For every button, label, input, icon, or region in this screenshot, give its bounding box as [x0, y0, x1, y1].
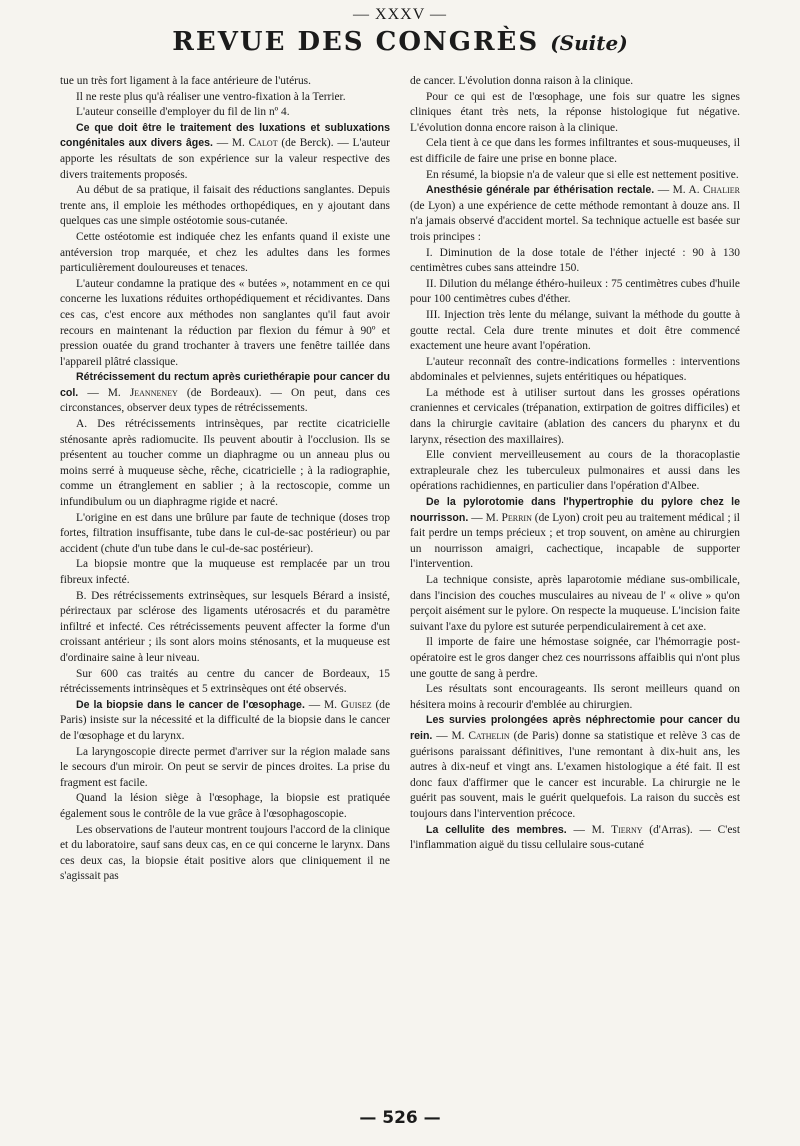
paragraph: Quand la lésion siège à l'œsophage, la biopsie est pratiquée également sous le contrôle de la vue grâce à l'œsophagoscopie.: [60, 792, 390, 820]
paragraph: Cela tient à ce que dans les formes infiltrantes et sous-muqueuses, il est difficile de faire une prise en bonne place.: [410, 137, 740, 165]
author-name: — M. Jeanneney: [87, 386, 178, 399]
author-name: — M. Cathelin: [436, 729, 510, 742]
paragraph: B. Des rétrécissements extrinsèques, sur lesquels Bérard a insisté, périrectaux par sclérose des ligaments utérosacrés et du paramètre infiltré et infecté. Ces rétrécissements peuvent affecter la forme d'un croissant antérieur ; ils sont alors moins sténosants, et la muqueuse est d'ordinaire saine à leur niveau.: [60, 589, 390, 664]
section-jeanneney: [60, 370, 390, 417]
section-chalier: [410, 183, 740, 245]
author-name: — M. Perrin: [471, 511, 532, 524]
section-calot: [60, 121, 390, 183]
paragraph: Il ne reste plus qu'à réaliser une ventro-fixation à la Terrier.: [76, 90, 346, 103]
section-text: (de Paris) insiste sur la nécessité et la difficulté de la biopsie dans le cancer de l'œsophage et du larynx.: [60, 698, 390, 742]
section-heading: Anesthésie générale par éthérisation rectale.: [426, 184, 655, 197]
paragraph: III. Injection très lente du mélange, suivant la méthode du goutte à goutte rectal. Cela dure trente minutes et doit être commencé exactement une heure avant l'opération.: [410, 308, 740, 353]
paragraph: Sur 600 cas traités au centre du cancer de Bordeaux, 15 rétrécissements intrinsèques et 5 extrinsèques ont été observés.: [60, 667, 390, 696]
paragraph: Au début de sa pratique, il faisait des réductions sanglantes. Depuis trente ans, il emploie les méthodes orthopédiques, en y ajoutant dans quelques cas une simple ostéotomie sous-cutanée.: [60, 184, 390, 228]
section-heading: De la biopsie dans le cancer de l'œsophage.: [76, 698, 305, 711]
paragraph: tue un très fort ligament à la face antérieure de l'utérus.: [60, 75, 311, 87]
section-text: (d'Arras). — C'est l'inflammation aiguë du tissu cellulaire sous-cutané: [410, 823, 740, 852]
paragraph: La technique consiste, après laparotomie médiane sus-ombilicale, dans l'incision des couches musculaires au niveau de l' « olive » qu'on perçoit aisément sur le pylore. On respecte la muqueuse. L'incision faite suivant l'axe du pylore est suturée perpendiculairement à cet axe.: [410, 574, 740, 633]
paragraph: Cette ostéotomie est indiquée chez les enfants quand il existe une antéversion trop marquée, et chez les adultes dans les formes particulièrement douloureuses et tenaces.: [60, 230, 390, 275]
author-name: — M. Guisez: [308, 698, 372, 711]
author-name: — M. Calot: [216, 137, 278, 150]
paragraph: La biopsie montre que la muqueuse est remplacée par un trou fibreux infecté.: [60, 558, 390, 586]
paragraph: Les observations de l'auteur montrent toujours l'accord de la clinique et du laboratoire, sauf sans deux cas, en ce qui concerne le larynx. Dans ces deux cas, la biopsie était positive alors que cliniquement il ne s'agissait pas: [60, 823, 390, 883]
section-title-text: REVUE DES CONGRÈS: [172, 27, 540, 57]
paragraph: La laryngoscopie directe permet d'arriver sur la région malade sans le secours d'un miroir. On peut se servir de pinces droites. La prise du fragment est facile.: [60, 745, 390, 789]
section-tierny: [410, 823, 740, 854]
paragraph: Pour ce qui est de l'œsophage, une fois sur quatre les signes cliniques étant très nets, la réponse histologique fut négative. L'évolution donna encore raison à la clinique.: [410, 90, 740, 134]
section-cathelin: [410, 713, 740, 822]
paragraph: L'auteur reconnaît des contre-indications formelles : interventions abdominales et pelviennes, sujets entéritiques ou hépatiques.: [410, 355, 740, 384]
section-perrin: [410, 495, 740, 573]
paragraph: I. Diminution de la dose totale de l'éther injecté : 90 à 130 centimètres cubes sans atteindre 150.: [410, 246, 740, 275]
paragraph: Elle convient merveilleusement au cours de la thoracoplastie extrapleurale chez les tuberculeux pulmonaires et aussi dans les opérations rachidiennes, en particulier dans l'opération d'Albee.: [410, 449, 740, 493]
left-column: [60, 74, 390, 1100]
section-heading: Ce que doit être le traitement des luxations et subluxations congénitales aux divers âges.: [60, 121, 390, 150]
paragraph: L'origine en est dans une brûlure par faute de technique (doses trop fortes, filtration insuffisante, tube dans le cul-de-sac postérieur) ou par accident (chute d'un tube dans le cul-de-sac postérieur).: [60, 511, 390, 555]
page-number: — 526 —: [359, 1108, 441, 1128]
author-name: — M. A. Chalier: [657, 184, 740, 197]
section-heading: De la pylorotomie dans l'hypertrophie du pylore chez le nourrisson.: [410, 496, 740, 524]
paragraph: Il importe de faire une hémostase soignée, car l'hémorragie post-opératoire est le gros danger chez ces nourrissons affaiblis qui n'ont plus une goutte de sang à perdre.: [410, 636, 740, 680]
journal-section-title: [0, 27, 800, 57]
author-name: — M. Tierny: [573, 823, 643, 836]
section-guisez: [60, 698, 390, 745]
section-heading: Rétrécissement du rectum après curiethérapie pour cancer du col.: [60, 371, 390, 399]
paragraph: En résumé, la biopsie n'a de valeur que si elle est nettement positive.: [426, 168, 739, 181]
paragraph: de cancer. L'évolution donna raison à la clinique.: [410, 75, 634, 87]
page-number-roman: — XXXV —: [353, 6, 447, 23]
section-title-suite: (Suite): [550, 31, 628, 55]
paragraph: II. Dilution du mélange éthéro-huileux : 75 centimètres cubes d'huile pour 100 centimètres cubes d'éther.: [410, 277, 740, 306]
article-columns: [60, 74, 740, 1100]
right-column: [410, 74, 740, 1100]
paragraph: Les résultats sont encourageants. Ils seront meilleurs quand on hésitera moins à recourir d'emblée au chirurgien.: [410, 683, 740, 711]
paragraph: L'auteur condamne la pratique des « butées », notamment en ce qui concerne les luxations réduites orthopédiquement et récidivantes. Dans ces cas, c'est encore aux méthodes non sanglantes qu'il faut avoir recours en maintenant la réduction par flexion du fémur à 90º et pression ouatée du grand trochanter à travers une fenêtre taillée dans l'appareil plâtré classique.: [60, 277, 390, 368]
section-text: (de Lyon) a une expérience de cette méthode remontant à douze ans. Il n'a jamais observé d'accident mortel. Sa technique actuelle est basée sur trois principes :: [410, 199, 740, 243]
section-text: (de Paris) donne sa statistique et relève 3 cas de guérisons paraissant définitives, l'une remontant à dix-huit ans, les autres à dix-neuf et vingt ans. L'examen histologique a été fait. Il est donc faux d'affirmer que le cancer est incurable. La chirurgie ne le guérit pas souvent, mais le guérit quelquefois. La raison du succès est toujours dans l'intervention précoce.: [410, 729, 740, 820]
section-text: (de Berck). — L'auteur apporte les résultats de son expérience sur la valeur respective des divers traitements proposés.: [60, 137, 390, 181]
paragraph: L'auteur conseille d'employer du fil de lin nº 4.: [76, 106, 290, 119]
section-heading: Les survies prolongées après néphrectomie pour cancer du rein.: [410, 714, 740, 742]
section-text: (de Bordeaux). — On peut, dans ces circonstances, observer deux types de rétrécissements.: [60, 386, 390, 415]
section-text: (de Lyon) croit peu au traitement médical ; il fait perdre un temps précieux ; et trop souvent, on amène au chirurgien un nourrisson amaigri, cachectique, incapable de supporter l'intervention.: [410, 511, 740, 571]
paragraph: La méthode est à utiliser surtout dans les grosses opérations craniennes et cervicales (trépanation, extirpation de goitres difficiles) et dans la chirurgie cavitaire (ablation des cancers du pharynx et du larynx, résection des maxillaires).: [410, 386, 740, 446]
section-heading: La cellulite des membres.: [426, 823, 567, 836]
paragraph: A. Des rétrécissements intrinsèques, par rectite cicatricielle sténosante après radiomucite. Ils peuvent aboutir à l'occlusion. Ils se présentent au toucher comme un diaphragme ou un anneau plus ou moins serré à muqueuse sèche, rêche, cicatricielle ; à la radiographie, comme un étranglement en sablier ; à la rectoscopie, comme un infundibulum ou un diaphragme rigide et nacré.: [60, 418, 390, 509]
